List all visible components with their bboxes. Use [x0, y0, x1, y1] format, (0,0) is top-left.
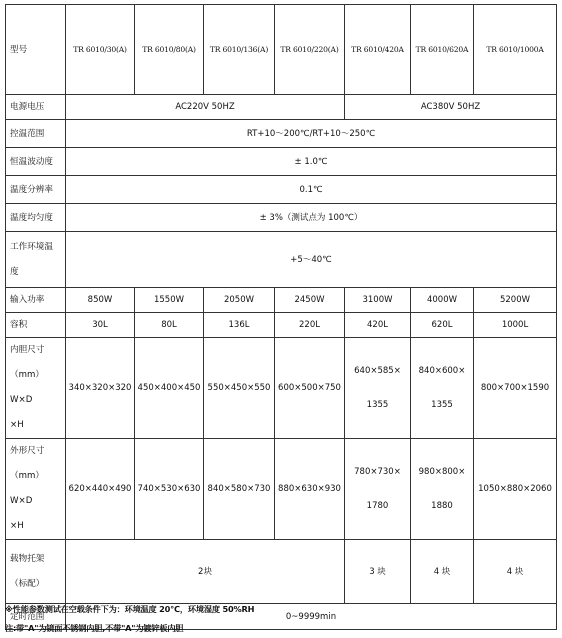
volume-cell: 80L: [135, 313, 204, 338]
notes: [5, 600, 254, 638]
row-temp-range: [6, 120, 557, 148]
uniformity-value: ± 3%（测试点为 100℃）: [66, 204, 557, 232]
outer-size-cell: 880×630×930: [275, 439, 345, 540]
row-power-supply: [6, 95, 557, 120]
label-line: ×H: [10, 521, 24, 531]
inner-size-cell: 340×320×320: [66, 338, 135, 439]
input-power-cell: 850W: [66, 288, 135, 313]
model-cell: TR 6010/80(A): [135, 5, 204, 95]
label-line: （mm）W×D: [10, 471, 44, 506]
row-model: [6, 5, 557, 95]
outer-size-cell: 840×580×730: [204, 439, 275, 540]
row-uniformity: [6, 204, 557, 232]
volume-cell: 420L: [345, 313, 411, 338]
label-line: 度: [10, 266, 19, 277]
outer-size-cell: 1050×880×2060: [474, 439, 557, 540]
model-cell: TR 6010/30(A): [66, 5, 135, 95]
row-input-power: [6, 288, 557, 313]
label-line: 载物托架: [10, 553, 45, 564]
label-uniformity: 温度均匀度: [6, 204, 66, 232]
shelves-small: 2块: [66, 540, 345, 604]
temp-range-value: RT+10～200℃/RT+10～250℃: [66, 120, 557, 148]
model-cell: TR 6010/136(A): [204, 5, 275, 95]
volume-cell: 136L: [204, 313, 275, 338]
inner-size-cell: 550×450×550: [204, 338, 275, 439]
inner-size-cell: [345, 338, 411, 439]
model-cell: TR 6010/1000A: [474, 5, 557, 95]
label-input-power: 输入功率: [6, 288, 66, 313]
label-timer: 定时范围: [6, 604, 66, 630]
resolution-value: 0.1℃: [66, 176, 557, 204]
label-volume: 容积: [6, 313, 66, 338]
model-cell: TR 6010/420A: [345, 5, 411, 95]
row-inner-size: [6, 338, 557, 439]
row-outer-size: [6, 439, 557, 540]
fluctuation-value: ± 1.0℃: [66, 148, 557, 176]
label-inner-size: [6, 338, 66, 439]
label-line: 内胆尺寸: [10, 345, 45, 355]
label-line: （mm）W×D: [10, 370, 44, 405]
shelves-cell: 4 块: [474, 540, 557, 604]
volume-cell: 1000L: [474, 313, 557, 338]
label-resolution: 温度分辨率: [6, 176, 66, 204]
label-fluctuation: 恒温波动度: [6, 148, 66, 176]
input-power-cell: 4000W: [411, 288, 474, 313]
label-shelves: [6, 540, 66, 604]
size-line: 1355: [431, 400, 453, 410]
input-power-cell: 1550W: [135, 288, 204, 313]
label-power-supply: 电源电压: [6, 95, 66, 120]
model-cell: TR 6010/620A: [411, 5, 474, 95]
input-power-cell: 2050W: [204, 288, 275, 313]
inner-size-cell: [411, 338, 474, 439]
outer-size-cell: 740×530×630: [135, 439, 204, 540]
size-line: 1355: [366, 400, 389, 410]
input-power-cell: 3100W: [345, 288, 411, 313]
power-supply-high: AC380V 50HZ: [345, 95, 557, 120]
volume-cell: 620L: [411, 313, 474, 338]
inner-size-cell: 450×400×450: [135, 338, 204, 439]
input-power-cell: 2450W: [275, 288, 345, 313]
volume-cell: 30L: [66, 313, 135, 338]
row-environment: [6, 232, 557, 288]
label-temp-range: 控温范围: [6, 120, 66, 148]
row-shelves: [6, 540, 557, 604]
shelves-cell: 4 块: [411, 540, 474, 604]
outer-size-cell: [345, 439, 411, 540]
inner-size-cell: 800×700×1590: [474, 338, 557, 439]
input-power-cell: 5200W: [474, 288, 557, 313]
label-outer-size: [6, 439, 66, 540]
outer-size-cell: 620×440×490: [66, 439, 135, 540]
label-line: 外形尺寸: [10, 446, 45, 456]
size-line: 980×800×: [418, 467, 466, 477]
label-line: 工作环境温: [10, 241, 53, 252]
row-resolution: [6, 176, 557, 204]
note-line: 注:带"A"为镜面不锈钢内胆,不带"A"为镀锌板内胆: [5, 623, 184, 633]
inner-size-cell: 600×500×750: [275, 338, 345, 439]
label-line: （标配）: [10, 578, 45, 589]
power-supply-low: AC220V 50HZ: [66, 95, 345, 120]
size-line: 1780: [366, 501, 389, 511]
size-line: 780×730×: [354, 467, 401, 477]
volume-cell: 220L: [275, 313, 345, 338]
spec-table: [5, 4, 557, 630]
size-line: 840×600×: [418, 366, 466, 376]
label-model: 型号: [6, 5, 66, 95]
environment-value: +5～40℃: [66, 232, 557, 288]
row-fluctuation: [6, 148, 557, 176]
timer-value: 0~9999min: [66, 604, 557, 630]
note-line: ※性能参数测试在空载条件下为：环境温度 20℃，环境湿度 50%RH: [5, 604, 255, 614]
model-cell: TR 6010/220(A): [275, 5, 345, 95]
outer-size-cell: [411, 439, 474, 540]
size-line: 640×585×: [354, 366, 401, 376]
size-line: 1880: [431, 501, 453, 511]
shelves-cell: 3 块: [345, 540, 411, 604]
row-volume: [6, 313, 557, 338]
label-line: ×H: [10, 420, 24, 430]
label-environment: [6, 232, 66, 288]
